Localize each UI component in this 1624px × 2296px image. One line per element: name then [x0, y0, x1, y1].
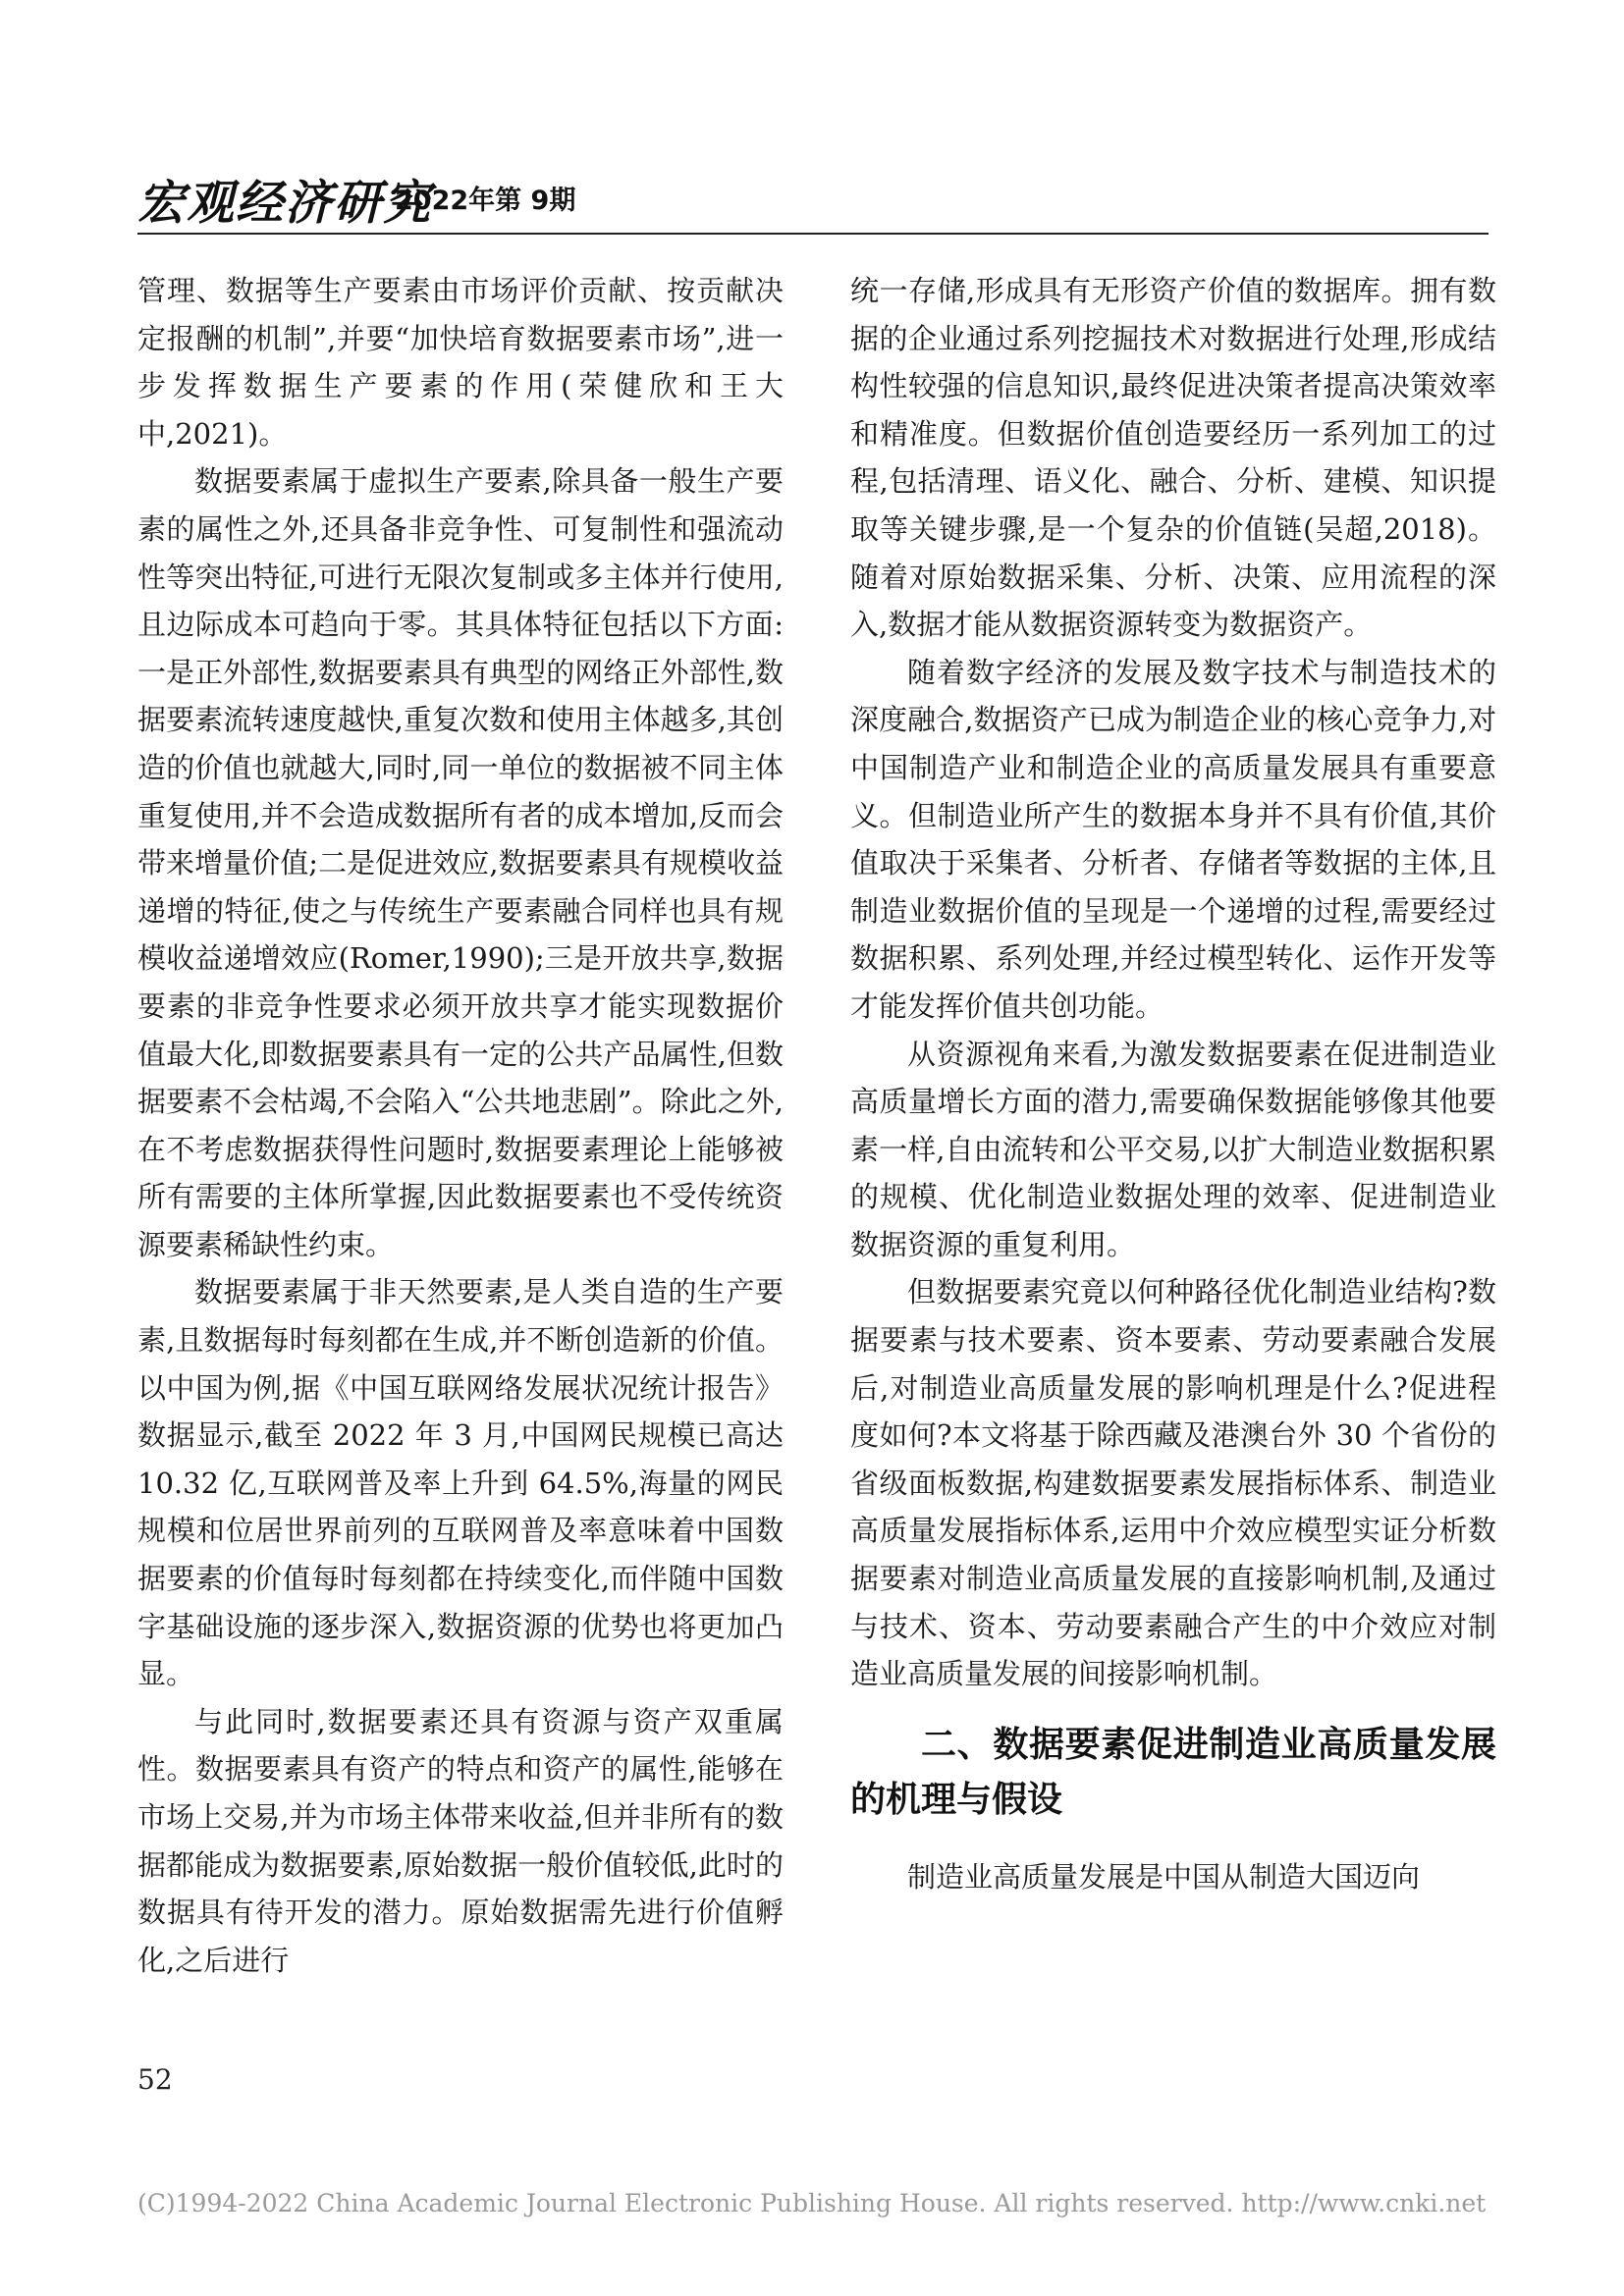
journal-name: 宏观经济研究 — [137, 176, 433, 231]
paragraph: 制造业高质量发展是中国从制造大国迈向 — [907, 1859, 1421, 1894]
paragraph: 从资源视角来看,为激发数据要素在促进制造业高质量增长方面的潜力,需要确保数据能够像其他要素一样,自由流转和公平交易,以扩大制造业数据积累的规模、优化制造业数据处理的效率、促进制造业数据资源的重复利用。 — [850, 1037, 1496, 1261]
right-column — [850, 267, 1496, 1900]
paragraph: 数据要素属于非天然要素,是人类自造的生产要素,且数据每时每刻都在生成,并不断创造新的价值。以中国为例,据《中国互联网络发展状况统计报告》数据显示,截至 2022 年 3 月,中国网民规模已高达 10.32 亿,互联网普及率上升到 64.5%,海量的网民规模和位居世界前列的互联网普及率意味着中国数据要素的价值每时每刻都在持续变化,而伴随中国数字基础设施的逐步深入,数据资源的优势也将更加凸显。 — [137, 1275, 784, 1691]
paragraph: 统一存储,形成具有无形资产价值的数据库。拥有数据的企业通过系列挖掘技术对数据进行处理,形成结构性较强的信息知识,最终促进决策者提高决策效率和精准度。但数据价值创造要经历一系列加工的过程,包括清理、语义化、融合、分析、建模、知识提取等关键步骤,是一个复杂的价值链(吴超,2018)。随着对原始数据采集、分析、决策、应用流程的深入,数据才能从数据资源转变为数据资产。 — [850, 274, 1496, 642]
section-heading: 二、数据要素促进制造业高质量发展的机理与假设 — [850, 1724, 1496, 1820]
header-rule — [137, 233, 1489, 235]
paragraph: 随着数字经济的发展及数字技术与制造技术的深度融合,数据资产已成为制造企业的核心竞争力,对中国制造产业和制造企业的高质量发展具有重要意义。但制造业所产生的数据本身并不具有价值,其价值取决于采集者、分析者、存储者等数据的主体,且制造业数据价值的呈现是一个递增的过程,需要经过数据积累、系列处理,并经过模型转化、运作开发等才能发挥价值共创功能。 — [850, 655, 1496, 1023]
paragraph: 但数据要素究竟以何种路径优化制造业结构?数据要素与技术要素、资本要素、劳动要素融合发展后,对制造业高质量发展的影响机理是什么?促进程度如何?本文将基于除西藏及港澳台外 30 个省份的省级面板数据,构建数据要素发展指标体系、制造业高质量发展指标体系,运用中介效应模型实证分析数据要素对制造业高质量发展的直接影响机制,及通过与技术、资本、劳动要素融合产生的中介效应对制造业高质量发展的间接影响机制。 — [850, 1275, 1496, 1691]
journal-header — [137, 165, 1489, 234]
left-column — [137, 267, 784, 1984]
issue-label: 2022年第 9期 — [395, 186, 576, 216]
page-number: 52 — [137, 2063, 173, 2096]
paragraph: 数据要素属于虚拟生产要素,除具备一般生产要素的属性之外,还具备非竞争性、可复制性和强流动性等突出特征,可进行无限次复制或多主体并行使用,且边际成本可趋向于零。其具体特征包括以下方面:一是正外部性,数据要素具有典型的网络正外部性,数据要素流转速度越快,重复次数和使用主体越多,其创造的价值也就越大,同时,同一单位的数据被不同主体重复使用,并不会造成数据所有者的成本增加,反而会带来增量价值;二是促进效应,数据要素具有规模收益递增的特征,使之与传统生产要素融合同样也具有规模收益递增效应(Romer,1990);三是开放共享,数据要素的非竞争性要求必须开放共享才能实现数据价值最大化,即数据要素具有一定的公共产品属性,但数据要素不会枯竭,不会陷入“公共地悲剧”。除此之外,在不考虑数据获得性问题时,数据要素理论上能够被所有需要的主体所掌握,因此数据要素也不受传统资源要素稀缺性约束。 — [137, 464, 784, 1261]
copyright-footer: (C)1994-2022 China Academic Journal Electronic Publishing House. All rights reserved. http://www.cnki.net — [137, 2189, 1487, 2217]
paragraph: 与此同时,数据要素还具有资源与资产双重属性。数据要素具有资产的特点和资产的属性,能够在市场上交易,并为市场主体带来收益,但并非所有的数据都能成为数据要素,原始数据一般价值较低,此时的数据具有待开发的潜力。原始数据需先进行价值孵化,之后进行 — [137, 1704, 784, 1977]
paragraph: 管理、数据等生产要素由市场评价贡献、按贡献决定报酬的机制”,并要“加快培育数据要素市场”,进一步发挥数据生产要素的作用(荣健欣和王大中,2021)。 — [137, 274, 784, 451]
